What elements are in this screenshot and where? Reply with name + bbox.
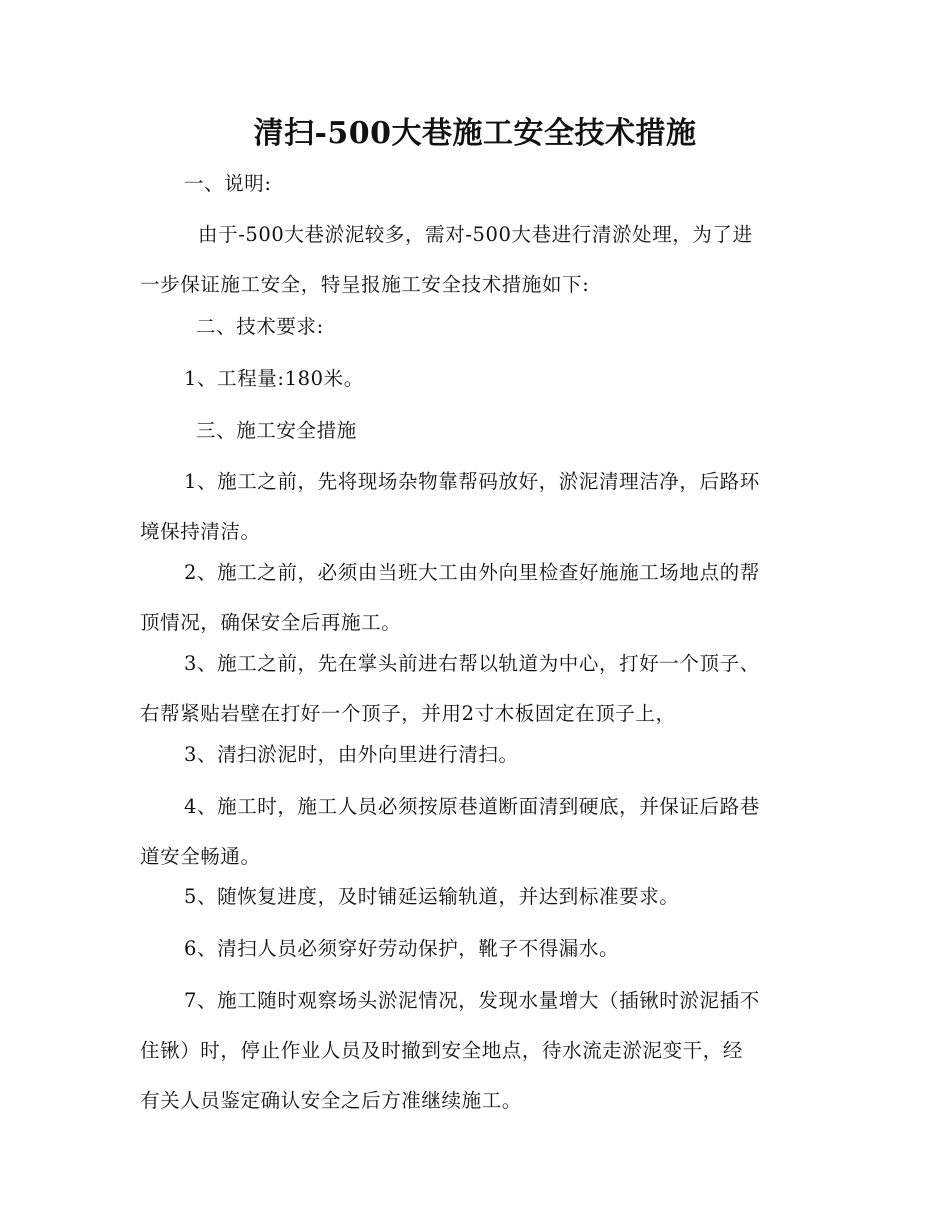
measure-4-line-1: 4、施工时，施工人员必须按原巷道断面清到硬底，并保证后路巷 <box>184 795 760 818</box>
measure-6 <box>140 935 810 963</box>
measure-2-line-2: 顶情况，确保安全后再施工。 <box>140 611 402 634</box>
measure-2 <box>140 559 810 637</box>
measure-5 <box>140 883 810 911</box>
measure-5-line-1: 5、随恢复进度，及时铺延运输轨道，并达到标准要求。 <box>184 885 680 908</box>
measure-3b <box>140 741 810 769</box>
measure-3b-line-1: 3、清扫淤泥时，由外向里进行清扫。 <box>184 743 519 766</box>
tech-item-1: 1、工程量:180米。 <box>184 367 364 390</box>
document-title: 清扫-500大巷施工安全技术措施 <box>253 116 697 151</box>
measure-3-line-1: 3、施工之前，先在掌头前进右帮以轨道为中心，打好一个顶子、 <box>184 652 760 675</box>
measure-1 <box>140 468 810 546</box>
measure-7 <box>140 987 810 1115</box>
measure-1-line-1: 1、施工之前，先将现场杂物靠帮码放好，淤泥清理洁净，后路环 <box>184 470 760 493</box>
section-heading-technical-requirements: 二、技术要求: <box>196 315 324 338</box>
measure-7-line-3: 有关人员鉴定确认安全之后方准继续施工。 <box>140 1089 522 1112</box>
measure-3 <box>140 650 810 728</box>
measure-6-line-1: 6、清扫人员必须穿好劳动保护，靴子不得漏水。 <box>184 937 620 960</box>
section-heading-description: 一、说明: <box>184 172 272 195</box>
measure-3-line-2: 右帮紧贴岩壁在打好一个顶子，并用2寸木板固定在顶子上， <box>140 702 676 725</box>
intro-line-2: 一步保证施工安全，特呈报施工安全技术措施如下: <box>140 273 590 296</box>
measure-7-line-1: 7、施工随时观察场头淤泥情况，发现水量增大（插锹时淤泥插不 <box>184 989 760 1012</box>
measure-7-line-2: 住锹）时，停止作业人员及时撤到安全地点，待水流走淤泥变干，经 <box>140 1039 744 1062</box>
measure-4-line-2: 道安全畅通。 <box>140 845 261 868</box>
measure-4 <box>140 793 810 871</box>
intro-line-1: 由于-500大巷淤泥较多，需对-500大巷进行清淤处理，为了进 <box>198 223 753 246</box>
section-heading-safety-measures: 三、施工安全措施 <box>196 419 357 442</box>
intro-paragraph <box>140 221 810 299</box>
measure-2-line-1: 2、施工之前，必须由当班大工由外向里检查好施施工场地点的帮 <box>184 561 760 584</box>
measure-1-line-2: 境保持清洁。 <box>140 520 261 543</box>
